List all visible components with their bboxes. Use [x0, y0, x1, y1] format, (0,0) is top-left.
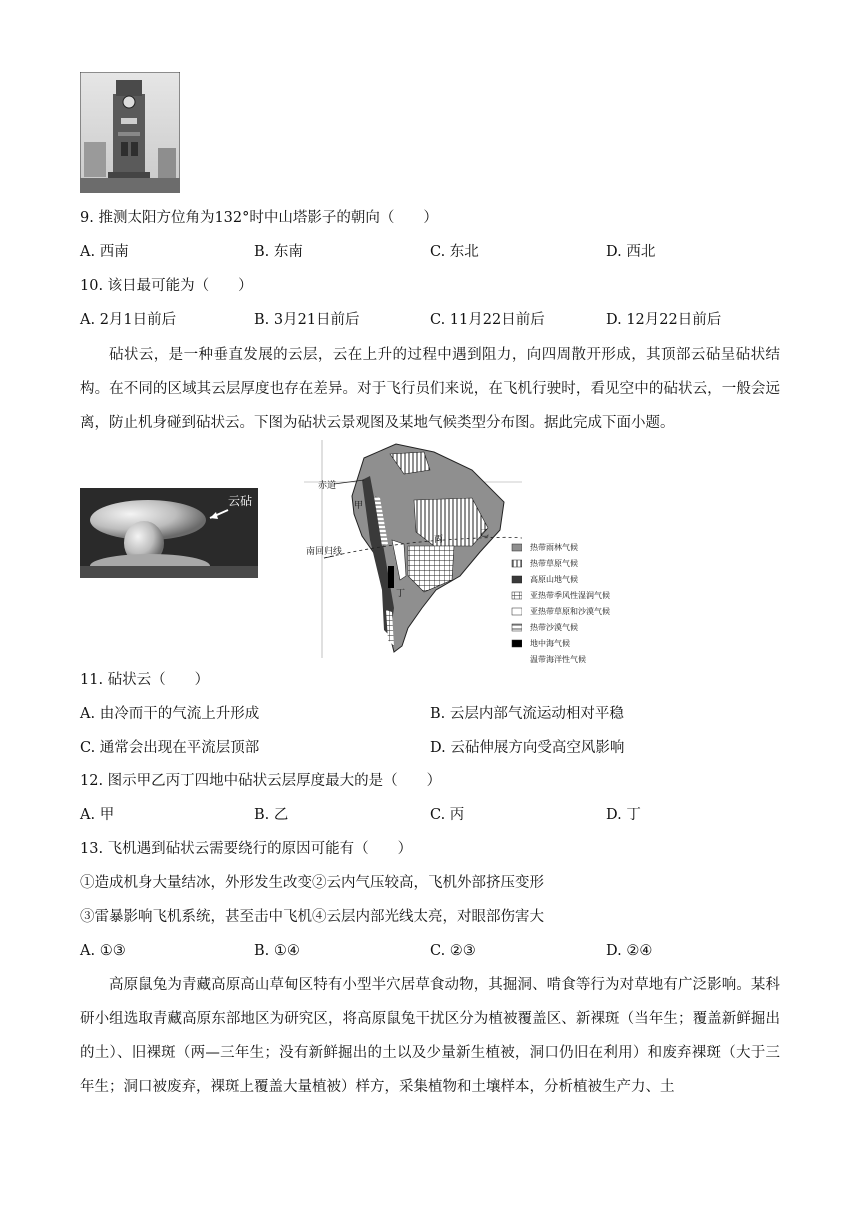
question-12-stem: 12. 图示甲乙丙丁四地中砧状云层厚度最大的是（ ） — [80, 773, 442, 789]
q10-option-a: A. 2月1日前后 — [80, 312, 177, 328]
q12-option-a: A. 甲 — [80, 807, 115, 823]
legend-item: 热带雨林气候 — [530, 543, 578, 552]
q13-option-a: A. ①③ — [80, 943, 126, 959]
map-label-bing: 丙 — [434, 535, 444, 545]
legend-item: 热带沙漠气候 — [530, 623, 578, 632]
map-legend — [530, 540, 670, 668]
map-label-jia: 甲 — [354, 501, 364, 511]
climate-map — [304, 440, 522, 658]
cloud-anvil-label: 云砧 — [228, 494, 253, 508]
legend-item: 高原山地气候 — [530, 575, 578, 584]
q10-option-d: D. 12月22日前后 — [606, 312, 722, 328]
question-13-stem: 13. 飞机遇到砧状云需要绕行的原因可能有（ ） — [80, 841, 413, 857]
map-label-tropic: 南回归线 — [306, 547, 343, 557]
q9-option-d: D. 西北 — [606, 244, 656, 260]
question-9-stem: 9. 推测太阳方位角为132°时中山塔影子的朝向（ ） — [80, 210, 438, 226]
legend-item: 热带草原气候 — [530, 559, 578, 568]
q13-statement-line-2: ③雷暴影响飞机系统，甚至击中飞机④云层内部光线太亮，对眼部伤害大 — [80, 909, 544, 925]
map-label-equator: 赤道 — [318, 481, 337, 491]
q10-option-c: C. 11月22日前后 — [430, 312, 545, 328]
legend-item: 温带海洋性气候 — [530, 655, 586, 664]
legend-item: 地中海气候 — [530, 639, 570, 648]
question-10-stem: 10. 该日最可能为（ ） — [80, 278, 253, 294]
q13-statement-line-1: ①造成机身大量结冰，外形发生改变②云内气压较高，飞机外部挤压变形 — [80, 875, 544, 891]
q13-option-d: D. ②④ — [606, 943, 653, 959]
passage-anvil-cloud: 砧状云，是一种垂直发展的云层，云在上升的过程中遇到阻力，向四周散开形成，其顶部云砧呈砧状结构。在不同的区域其云层厚度也存在差异。对于飞行员们来说，在飞机行驶时，看见空中的砧状云，一般会远离，防止机身碰到砧状云。下图为砧状云景观图及某地气候类型分布图。据此完成下面小题。 — [80, 347, 780, 431]
q12-option-b: B. 乙 — [254, 807, 289, 823]
q9-option-b: B. 东南 — [254, 244, 303, 260]
map-label-yi: 乙 — [480, 529, 490, 539]
map-label-ding: 丁 — [396, 589, 406, 599]
clock-tower-photo — [80, 72, 180, 193]
anvil-cloud-photo — [80, 488, 258, 578]
q10-option-b: B. 3月21日前后 — [254, 312, 360, 328]
q11-option-d: D. 云砧伸展方向受高空风影响 — [430, 740, 625, 756]
q12-option-c: C. 丙 — [430, 807, 465, 823]
q13-option-b: B. ①④ — [254, 943, 300, 959]
q9-option-c: C. 东北 — [430, 244, 479, 260]
q13-option-c: C. ②③ — [430, 943, 476, 959]
question-11-stem: 11. 砧状云（ ） — [80, 672, 210, 688]
q11-option-b: B. 云层内部气流运动相对平稳 — [430, 706, 624, 722]
q11-option-c: C. 通常会出现在平流层顶部 — [80, 740, 260, 756]
q11-option-a: A. 由冷而干的气流上升形成 — [80, 706, 260, 722]
legend-item: 亚热带草原和沙漠气候 — [530, 607, 610, 616]
legend-item: 亚热带季风性湿润气候 — [530, 591, 610, 600]
q9-option-a: A. 西南 — [80, 244, 129, 260]
q12-option-d: D. 丁 — [606, 807, 641, 823]
passage-plateau-pika: 高原鼠兔为青藏高原高山草甸区特有小型半穴居草食动物，其掘洞、啃食等行为对草地有广泛影响。某科研小组选取青藏高原东部地区为研究区，将高原鼠兔干扰区分为植被覆盖区、新裸斑（当年生；覆盖新鲜掘出的土）、旧裸斑（两—三年生；没有新鲜掘出的土以及少量新生植被，洞口仍旧在利用）和废弃裸斑（大于三年生；洞口被废弃，裸斑上覆盖大量植被）样方，采集植物和土壤样本，分析植被生产力、土 — [80, 977, 780, 1095]
